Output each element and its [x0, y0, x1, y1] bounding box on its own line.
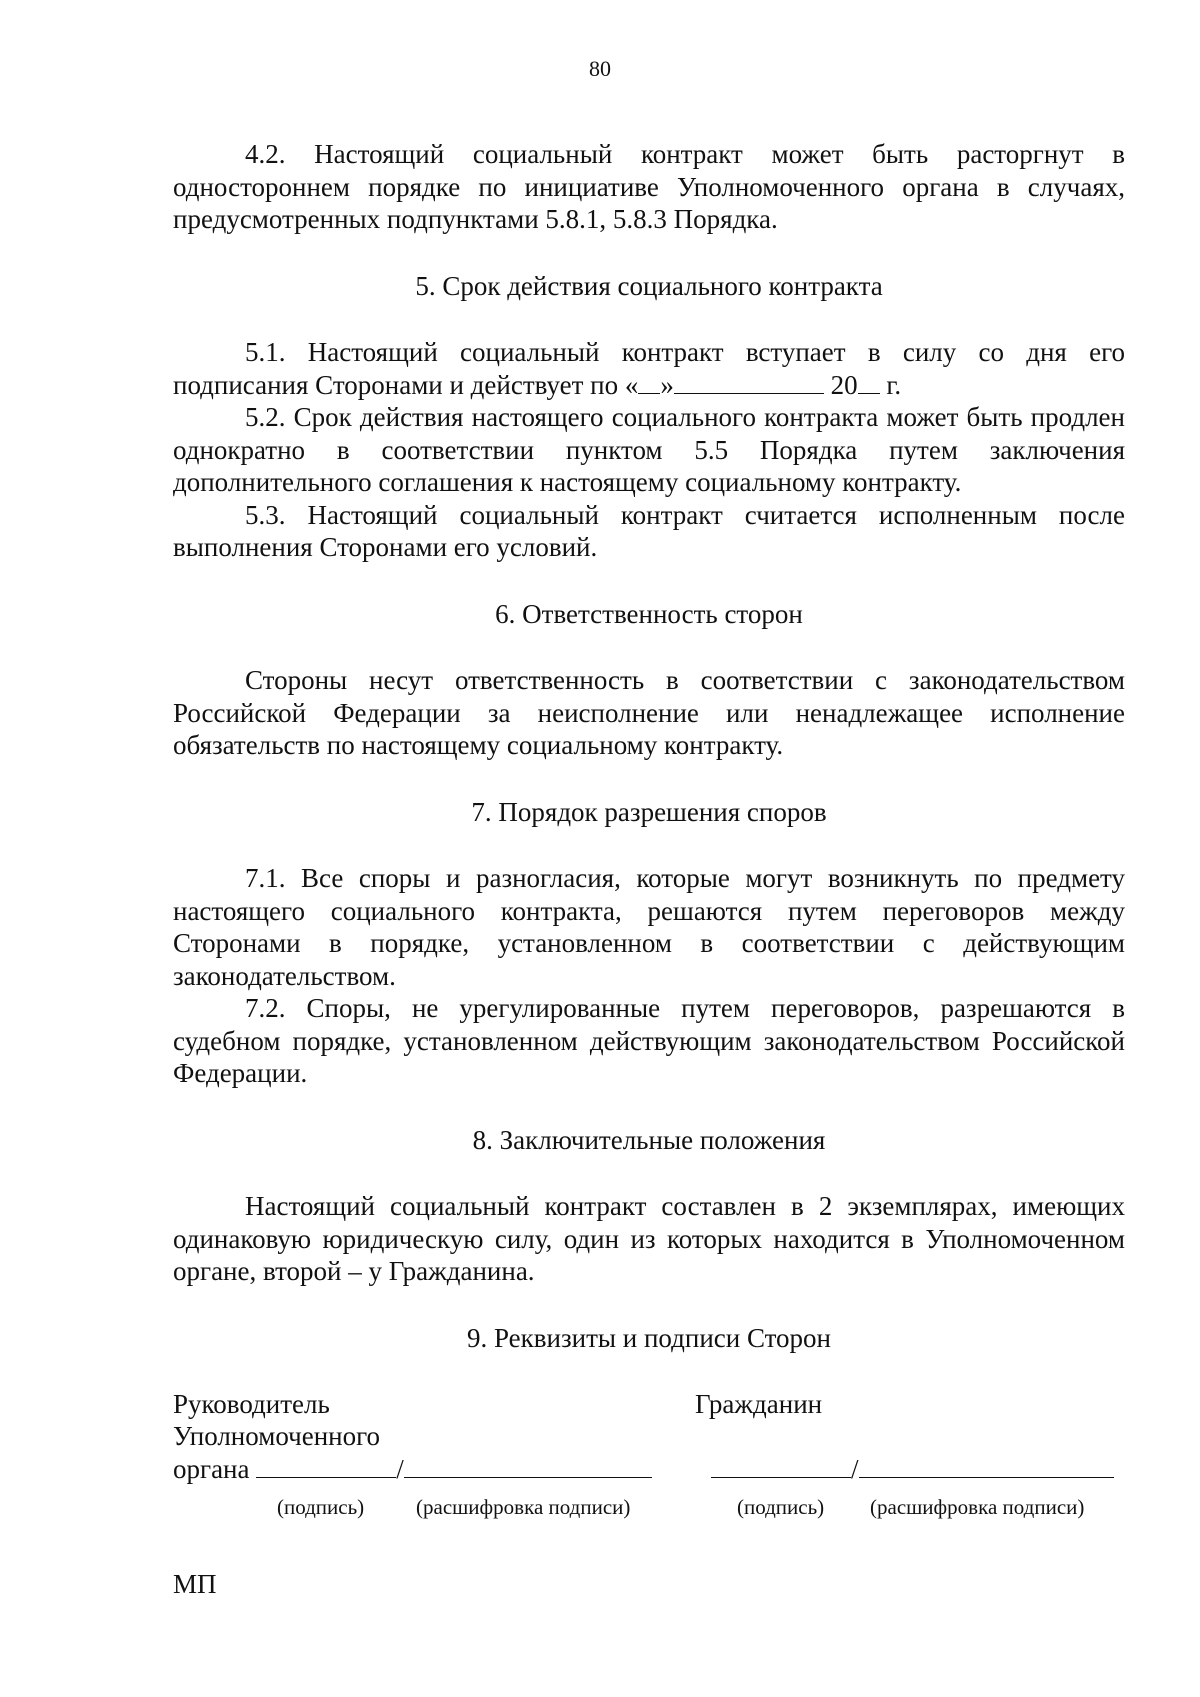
paragraph-5-1 — [173, 336, 1125, 401]
month-blank-line — [674, 371, 824, 394]
authority-slash: / — [396, 1454, 404, 1484]
section-6-heading: 6. Ответственность сторон — [495, 598, 803, 629]
quote-close: » — [660, 369, 674, 400]
section-9-heading: 9. Реквизиты и подписи Сторон — [467, 1322, 831, 1353]
authority-decoding-line — [404, 1455, 652, 1478]
paragraph-5-3: 5.3. Настоящий социальный контракт считается исполненным после выполнения Сторонами его условий. — [173, 499, 1125, 562]
year-suffix: г. — [886, 369, 902, 400]
signer-title-line-3-text: органа — [173, 1454, 250, 1484]
paragraph-4-2: 4.2. Настоящий социальный контракт может быть расторгнут в одностороннем порядке по инициативе Уполномоченного органа в случаях, предусмотренных подпунктами 5.8.1, 5.8.3 Порядка. — [173, 139, 1125, 234]
signer-title-line-1: Руководитель — [173, 1389, 330, 1419]
paragraph-7-2: 7.2. Споры, не урегулированные путем переговоров, разрешаются в судебном порядке, установленном действующим законодательством Российской Федерации. — [173, 993, 1125, 1088]
year-blank-line — [858, 371, 880, 394]
paragraph-6: Стороны несут ответственность в соответствии с законодательством Российской Федерации за неисполнение или ненадлежащее исполнение обязательств по настоящему социальному контракту. — [173, 665, 1125, 760]
authority-signature-caption: (подпись) — [277, 1495, 365, 1519]
day-blank-line — [638, 371, 660, 394]
citizen-title: Гражданин — [695, 1389, 823, 1419]
authority-decoding-caption: (расшифровка подписи) — [416, 1495, 631, 1519]
citizen-slash: / — [851, 1454, 859, 1484]
signer-title-line-3 — [173, 1453, 652, 1486]
paragraph-7-1: 7.1. Все споры и разногласия, которые могут возникнуть по предмету настоящего социального контракта, решаются путем переговоров между Сторонами в порядке, установленном в соответствии с действующим законодательством. — [173, 863, 1125, 991]
year-prefix: 20 — [830, 369, 858, 400]
section-5-heading: 5. Срок действия социального контракта — [415, 270, 883, 301]
citizen-signature-line — [711, 1455, 851, 1478]
paragraph-5-2: 5.2. Срок действия настоящего социального контракта может быть продлен однократно в соответствии пунктом 5.5 Порядка путем заключения дополнительного соглашения к настоящему социальному контракту. — [173, 402, 1125, 497]
citizen-signature-caption: (подпись) — [737, 1495, 825, 1519]
document-body — [173, 138, 1125, 1638]
citizen-decoding-caption: (расшифровка подписи) — [870, 1495, 1085, 1519]
paragraph-5-1-text: 5.1. Настоящий социальный контракт вступает в силу со дня его подписания Сторонами и действует по « — [173, 337, 1125, 400]
citizen-signature-row — [711, 1453, 1114, 1486]
paragraph-8: Настоящий социальный контракт составлен в 2 экземплярах, имеющих одинаковую юридическую силу, один из которых находится в Уполномоченном органе, второй – у Гражданина. — [173, 1191, 1125, 1286]
signer-title-line-2: Уполномоченного — [173, 1421, 380, 1451]
authority-signature-line — [256, 1455, 396, 1478]
page-number: 80 — [589, 56, 611, 81]
citizen-decoding-line — [859, 1455, 1114, 1478]
signature-block — [173, 1388, 1125, 1638]
section-7-heading: 7. Порядок разрешения споров — [471, 796, 827, 827]
section-8-heading: 8. Заключительные положения — [472, 1124, 826, 1155]
stamp-place-label: МП — [173, 1569, 217, 1599]
